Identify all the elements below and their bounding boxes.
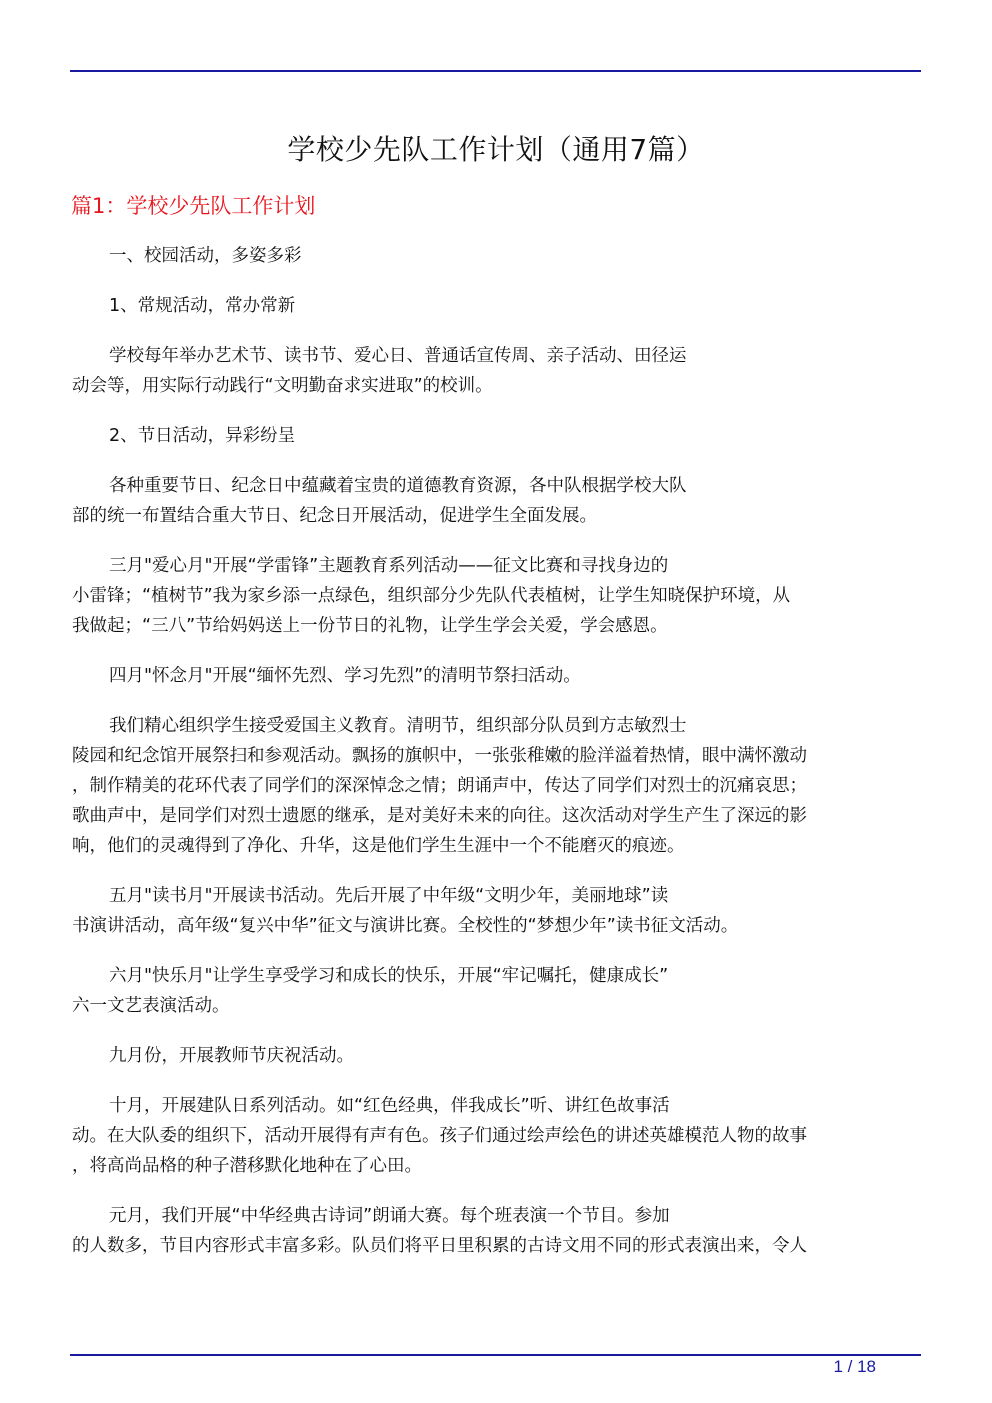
- paragraph: [72, 551, 914, 641]
- paragraph-line: 我们精心组织学生接受爱国主义教育。清明节，组织部分队员到方志敏烈士: [109, 716, 687, 736]
- paragraph-line: 十月，开展建队日系列活动。如“红色经典，伴我成长”听、讲红色故事活: [109, 1096, 670, 1116]
- paragraph-line: 九月份，开展教师节庆祝活动。: [109, 1046, 354, 1066]
- paragraph-line: 动会等，用实际行动践行“文明勤奋求实进取”的校训。: [72, 376, 493, 396]
- paragraph-line: 1、常规活动，常办常新: [109, 296, 296, 316]
- paragraph: [72, 881, 914, 941]
- document-body: [72, 241, 914, 1281]
- paragraph: [72, 421, 914, 451]
- paragraph-line: 动。在大队委的组织下，活动开展得有声有色。孩子们通过绘声绘色的讲述英雄模范人物的故事: [72, 1126, 807, 1146]
- paragraph: [72, 1041, 914, 1071]
- paragraph-line: 的人数多，节目内容形式丰富多彩。队员们将平日里积累的古诗文用不同的形式表演出来，令人: [72, 1236, 807, 1256]
- paragraph-line: 小雷锋；“植树节”我为家乡添一点绿色，组织部分少先队代表植树，让学生知晓保护环境，从: [72, 586, 791, 606]
- paragraph-line: 陵园和纪念馆开展祭扫和参观活动。飘扬的旗帜中，一张张稚嫩的脸洋溢着热情，眼中满怀激动: [72, 746, 807, 766]
- paragraph-line: 各种重要节日、纪念日中蕴藏着宝贵的道德教育资源，各中队根据学校大队: [109, 476, 687, 496]
- paragraph-line: 元月，我们开展“中华经典古诗词”朗诵大赛。每个班表演一个节目。参加: [109, 1206, 670, 1226]
- paragraph-line: 部的统一布置结合重大节日、纪念日开展活动，促进学生全面发展。: [72, 506, 597, 526]
- paragraph: [72, 1201, 914, 1261]
- paragraph-line: 六月"快乐月"让学生享受学习和成长的快乐，开展“牢记嘱托，健康成长”: [109, 966, 669, 986]
- paragraph: [72, 661, 914, 691]
- paragraph-line: ，制作精美的花环代表了同学们的深深悼念之情；朗诵声中，传达了同学们对烈士的沉痛哀思；: [72, 776, 807, 796]
- paragraph-line: 学校每年举办艺术节、读书节、爱心日、普通话宣传周、亲子活动、田径运: [109, 346, 687, 366]
- paragraph: [72, 341, 914, 401]
- paragraph-line: 响，他们的灵魂得到了净化、升华，这是他们学生生涯中一个不能磨灭的痕迹。: [72, 836, 685, 856]
- paragraph-line: 书演讲活动，高年级“复兴中华”征文与演讲比赛。全校性的“梦想少年”读书征文活动。: [72, 916, 739, 936]
- paragraph-line: 四月"怀念月"开展“缅怀先烈、学习先烈”的清明节祭扫活动。: [109, 666, 581, 686]
- paragraph: [72, 711, 914, 861]
- paragraph: [72, 471, 914, 531]
- paragraph-line: 五月"读书月"开展读书活动。先后开展了中年级“文明少年，美丽地球”读: [109, 886, 669, 906]
- paragraph-line: 歌曲声中，是同学们对烈士遗愿的继承，是对美好未来的向往。这次活动对学生产生了深远的影: [72, 806, 807, 826]
- paragraph-line: 六一文艺表演活动。: [72, 996, 230, 1016]
- paragraph-line: ，将高尚品格的种子潜移默化地种在了心田。: [72, 1156, 422, 1176]
- section-heading: 篇1：学校少先队工作计划: [71, 194, 316, 218]
- paragraph-line: 一、校园活动，多姿多彩: [109, 246, 302, 266]
- page-indicator: 1 / 18: [833, 1357, 876, 1376]
- header-rule: [70, 70, 921, 72]
- paragraph: [72, 1091, 914, 1181]
- paragraph: [72, 241, 914, 271]
- paragraph-line: 三月"爱心月"开展“学雷锋”主题教育系列活动——征文比赛和寻找身边的: [109, 556, 669, 576]
- paragraph: [72, 961, 914, 1021]
- paragraph: [72, 291, 914, 321]
- paragraph-line: 2、节日活动，异彩纷呈: [109, 426, 296, 446]
- footer-rule: [70, 1354, 921, 1356]
- document-title: 学校少先队工作计划（通用7篇）: [287, 133, 705, 166]
- paragraph-line: 我做起；“三八”节给妈妈送上一份节日的礼物，让学生学会关爱，学会感恩。: [72, 616, 668, 636]
